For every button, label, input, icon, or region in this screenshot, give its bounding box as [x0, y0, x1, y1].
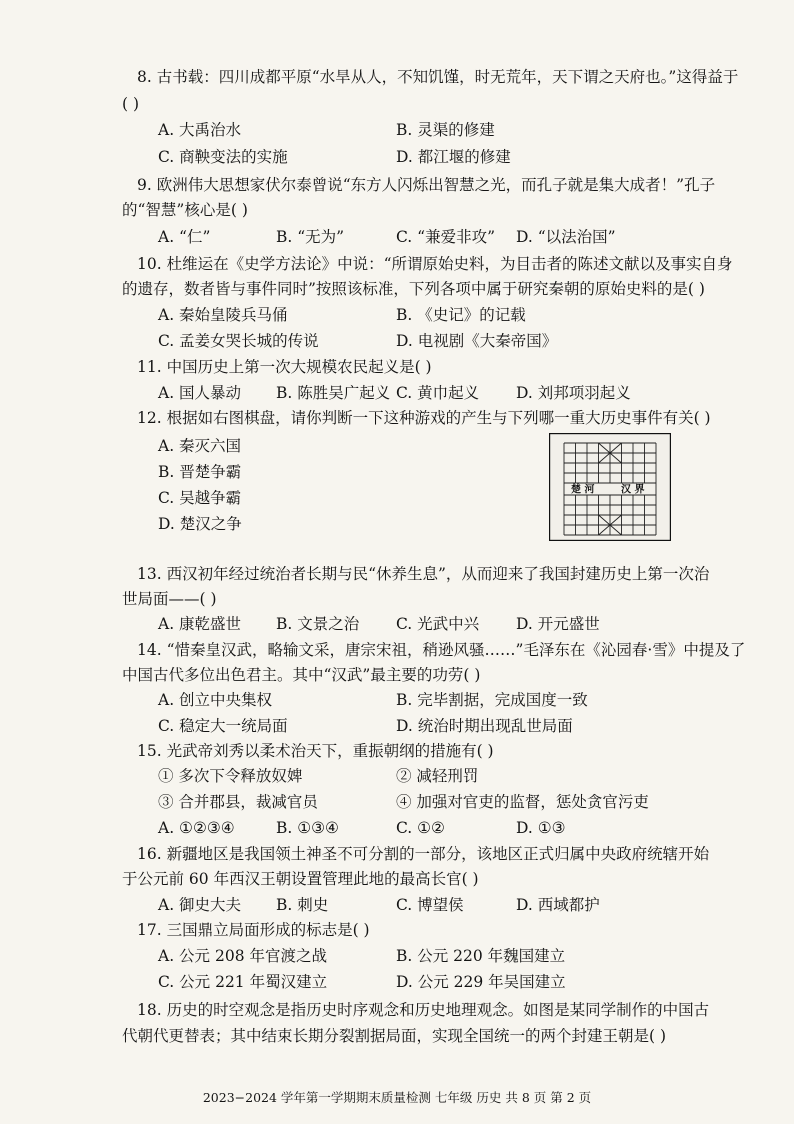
- q15-option-a[interactable]: A. ①②③④: [158, 819, 235, 837]
- q12-stem: 12. 根据如右图棋盘，请你判断一下这种游戏的产生与下列哪一重大历史事件有关( ): [137, 409, 711, 427]
- q15-item-2: ② 减轻刑罚: [396, 767, 479, 785]
- q17-option-a[interactable]: A. 公元 208 年官渡之战: [158, 947, 327, 965]
- q8-option-c[interactable]: C. 商鞅变法的实施: [158, 148, 288, 166]
- q11-option-c[interactable]: C. 黄巾起义: [396, 384, 480, 402]
- q11-option-b[interactable]: B. 陈胜吴广起义: [276, 384, 391, 402]
- q14-option-c[interactable]: C. 稳定大一统局面: [158, 717, 288, 735]
- q11-option-a[interactable]: A. 国人暴动: [158, 384, 242, 402]
- q15-option-b[interactable]: B. ①③④: [276, 819, 339, 837]
- q14-stem: 14. “惜秦皇汉武，略输文采，唐宗宋祖，稍逊风骚……”毛泽东在《沁园春·雪》中提及了: [137, 641, 746, 659]
- q15-option-d[interactable]: D. ①③: [516, 819, 566, 837]
- q8-stem: 8. 古书载：四川成都平原“水旱从人，不知饥馑，时无荒年，天下谓之天府也。”这得益于: [137, 68, 739, 86]
- q15-item-4: ④ 加强对官吏的监督，惩处贪官污吏: [396, 793, 649, 811]
- q13-option-c[interactable]: C. 光武中兴: [396, 615, 480, 633]
- q15-item-3: ③ 合并郡县，裁减官员: [158, 793, 318, 811]
- board-river-right: 汉 界: [621, 484, 645, 496]
- q10-option-a[interactable]: A. 秦始皇陵兵马俑: [158, 306, 288, 324]
- q14-option-a[interactable]: A. 创立中央集权: [158, 691, 273, 709]
- q12-option-d[interactable]: D. 楚汉之争: [158, 515, 242, 533]
- q17-option-d[interactable]: D. 公元 229 年吴国建立: [396, 973, 566, 991]
- q13-option-a[interactable]: A. 康乾盛世: [158, 615, 242, 633]
- q16-option-a[interactable]: A. 御史大夫: [158, 896, 242, 914]
- q9-option-b[interactable]: B. “无为”: [276, 228, 345, 246]
- page-footer: 2023−2024 学年第一学期期末质量检测 七年级 历史 共 8 页 第 2 页: [202, 1090, 592, 1105]
- q13-stem: 13. 西汉初年经过统治者长期与民“休养生息”，从而迎来了我国封建历史上第一次治: [137, 565, 710, 583]
- q9-option-c[interactable]: C. “兼爱非攻”: [396, 228, 496, 246]
- q13-option-b[interactable]: B. 文景之治: [276, 615, 360, 633]
- q10-option-b[interactable]: B. 《史记》的记载: [396, 306, 526, 324]
- q18-stem: 18. 历史的时空观念是指历史时序观念和历史地理观念。如图是某同学制作的中国古: [137, 1001, 710, 1019]
- q16-stem-cont: 于公元前 60 年西汉王朝设置管理此地的最高长官( ): [122, 870, 479, 888]
- q10-stem-cont: 的遗存，数者皆与事件同时”按照该标准，下列各项中属于研究秦朝的原始史料的是( ): [122, 280, 705, 298]
- q14-option-b[interactable]: B. 完毕割据，完成国度一致: [396, 691, 588, 709]
- q15-stem: 15. 光武帝刘秀以柔术治天下，重振朝纲的措施有( ): [137, 742, 494, 760]
- q11-option-d[interactable]: D. 刘邦项羽起义: [516, 384, 631, 402]
- q10-stem: 10. 杜维运在《史学方法论》中说：“所谓原始史料，为目击者的陈述文献以及事实自身: [137, 255, 733, 273]
- q14-stem-cont: 中国古代多位出色君主。其中“汉武”最主要的功劳( ): [122, 666, 481, 684]
- q9-option-a[interactable]: A. “仁”: [158, 228, 211, 246]
- q12-option-b[interactable]: B. 晋楚争霸: [158, 463, 242, 481]
- q8-option-b[interactable]: B. 灵渠的修建: [396, 121, 495, 139]
- q10-option-d[interactable]: D. 电视剧《大秦帝国》: [396, 332, 558, 350]
- q15-item-1: ① 多次下令释放奴婢: [158, 767, 303, 785]
- q12-option-c[interactable]: C. 吴越争霸: [158, 489, 242, 507]
- q8-stem-cont: ( ): [122, 95, 140, 113]
- q16-stem: 16. 新疆地区是我国领土神圣不可分割的一部分，该地区正式归属中央政府统辖开始: [137, 845, 710, 863]
- board-river-left: 楚 河: [571, 484, 595, 496]
- q18-stem-cont: 代朝代更替表；其中结束长期分裂割据局面，实现全国统一的两个封建王朝是( ): [122, 1027, 667, 1045]
- q17-option-b[interactable]: B. 公元 220 年魏国建立: [396, 947, 566, 965]
- q12-option-a[interactable]: A. 秦灭六国: [158, 437, 242, 455]
- q16-option-d[interactable]: D. 西域都护: [516, 896, 600, 914]
- q11-stem: 11. 中国历史上第一次大规模农民起义是( ): [137, 358, 432, 376]
- q10-option-c[interactable]: C. 孟姜女哭长城的传说: [158, 332, 319, 350]
- q15-option-c[interactable]: C. ①②: [396, 819, 445, 837]
- q16-option-c[interactable]: C. 博望侯: [396, 896, 464, 914]
- q17-stem: 17. 三国鼎立局面形成的标志是( ): [137, 921, 370, 939]
- q9-option-d[interactable]: D. “以法治国”: [516, 228, 616, 246]
- q8-option-d[interactable]: D. 都江堰的修建: [396, 148, 511, 166]
- q14-option-d[interactable]: D. 统治时期出现乱世局面: [396, 717, 573, 735]
- q8-option-a[interactable]: A. 大禹治水: [158, 121, 242, 139]
- q9-stem-cont: 的“智慧”核心是( ): [122, 201, 248, 219]
- q9-stem: 9. 欧洲伟大思想家伏尔泰曾说“东方人闪烁出智慧之光，而孔子就是集大成者！”孔子: [137, 176, 716, 194]
- chinese-chess-board: [549, 433, 671, 541]
- q13-option-d[interactable]: D. 开元盛世: [516, 615, 600, 633]
- q16-option-b[interactable]: B. 刺史: [276, 896, 329, 914]
- q17-option-c[interactable]: C. 公元 221 年蜀汉建立: [158, 973, 328, 991]
- q13-stem-cont: 世局面——( ): [122, 590, 217, 608]
